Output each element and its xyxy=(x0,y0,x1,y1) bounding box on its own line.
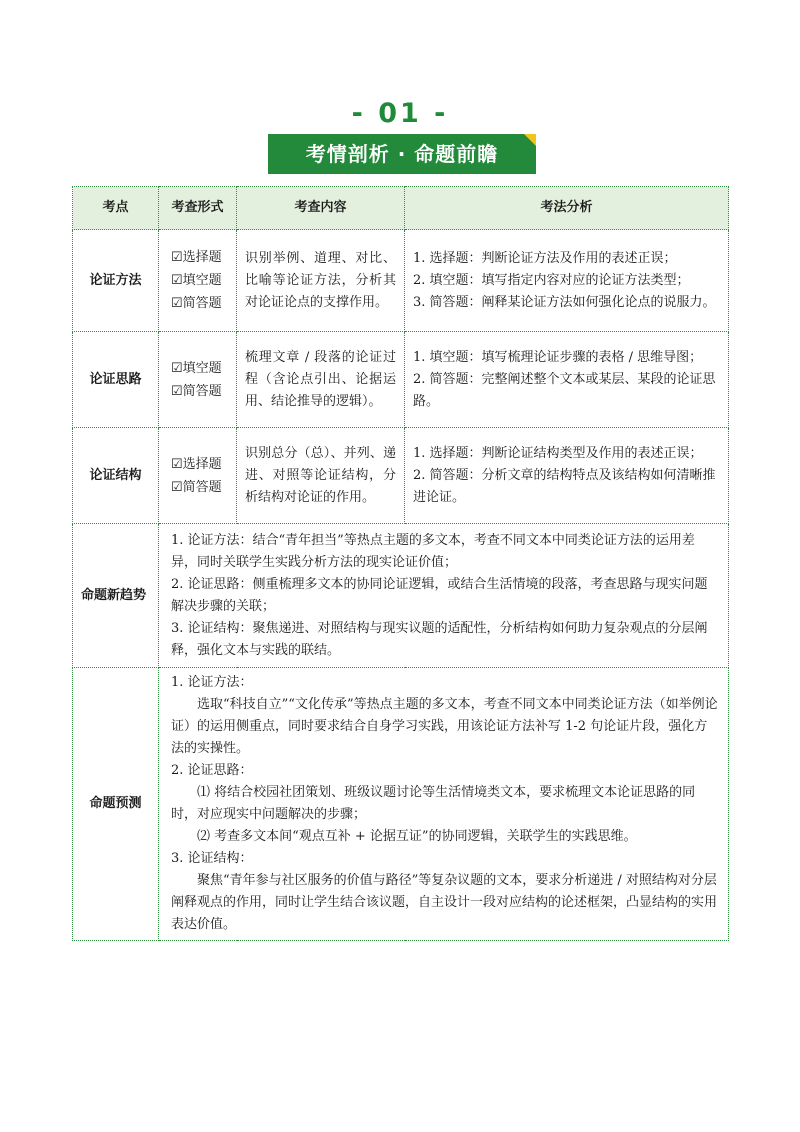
forms-cell xyxy=(159,230,237,332)
header-form: 考查形式 xyxy=(159,187,237,230)
content-cell: 梳理文章 / 段落的论证过程（含论点引出、论据运用、结论推导的逻辑）。 xyxy=(237,332,405,428)
point-cell: 论证思路 xyxy=(73,332,159,428)
analysis-line: 2. 简答题：完整阐述整个文本或某层、某段的论证思路。 xyxy=(413,371,716,409)
trend-cell xyxy=(159,524,729,668)
table-header-row xyxy=(73,187,729,230)
analysis-line: 1. 选择题：判断论证结构类型及作用的表述正误； xyxy=(413,445,703,461)
table-row xyxy=(73,230,729,332)
forecast-paragraph: ⑴ 将结合校园社团策划、班级议题讨论等生活情境类文本，要求梳理文本论证思路的同时，对应现实中问题解决的步骤； xyxy=(171,785,696,822)
point-cell: 论证结构 xyxy=(73,428,159,524)
analysis-cell xyxy=(405,428,729,524)
analysis-line: 1. 选择题：判断论证方法及作用的表述正误； xyxy=(413,250,677,266)
exam-analysis-table xyxy=(72,186,729,941)
form-item: ☑选择题 xyxy=(171,456,222,472)
forecast-cell xyxy=(159,668,729,941)
form-item: ☑简答题 xyxy=(171,383,222,399)
forecast-heading: 1. 论证方法： xyxy=(171,675,253,690)
analysis-line: 1. 填空题：填写梳理论证步骤的表格 / 思维导图； xyxy=(413,349,703,365)
section-number: - 01 - xyxy=(351,98,449,129)
banner-corner-decoration xyxy=(524,134,536,146)
trend-label: 命题新趋势 xyxy=(73,524,159,668)
forecast-paragraph: 聚焦“青年参与社区服务的价值与路径”等复杂议题的文本，要求分析递进 / 对照结构对分层阐释观点的作用，同时让学生结合该议题，自主设计一段对应结构的论述框架，凸显结构的实用表达价值。 xyxy=(171,873,718,932)
forms-cell xyxy=(159,332,237,428)
header-analysis: 考法分析 xyxy=(405,187,729,230)
analysis-cell xyxy=(405,230,729,332)
banner-title: 考情剖析 · 命题前瞻 xyxy=(305,142,499,166)
forecast-paragraph: 选取“科技自立”“文化传承”等热点主题的多文本，考查不同文本中同类论证方法（如举例论证）的运用侧重点，同时要求结合自身学习实践，用该论证方法补写 1-2 句论证片段，强化方法的实操性。 xyxy=(171,697,718,756)
header-point: 考点 xyxy=(73,187,159,230)
analysis-line: 2. 简答题：分析文章的结构特点及该结构如何清晰推进论证。 xyxy=(413,467,716,505)
trend-line: 3. 论证结构：聚焦递进、对照结构与现实议题的适配性，分析结构如何助力复杂观点的分层阐释，强化文本与实践的联结。 xyxy=(171,620,708,658)
form-item: ☑简答题 xyxy=(171,296,222,311)
point-cell: 论证方法 xyxy=(73,230,159,332)
header-content: 考查内容 xyxy=(237,187,405,230)
forecast-heading: 3. 论证结构： xyxy=(171,851,253,866)
analysis-line: 3. 简答题：阐释某论证方法如何强化论点的说服力。 xyxy=(413,294,716,310)
forecast-paragraph: ⑵ 考查多文本间“观点互补 + 论据互证”的协同逻辑，关联学生的实践思维。 xyxy=(197,829,637,844)
form-item: ☑选择题 xyxy=(171,250,222,265)
table-row xyxy=(73,428,729,524)
trend-line: 1. 论证方法：结合“青年担当”等热点主题的多文本，考查不同文本中同类论证方法的运用差异，同时关联学生实践分析方法的现实论证价值； xyxy=(171,532,695,570)
form-item: ☑简答题 xyxy=(171,479,222,495)
table-row xyxy=(73,332,729,428)
forecast-label: 命题预测 xyxy=(73,668,159,941)
content-cell: 识别总分（总）、并列、递进、对照等论证结构，分析结构对论证的作用。 xyxy=(237,428,405,524)
form-item: ☑填空题 xyxy=(171,273,222,288)
section-banner xyxy=(268,134,536,174)
forecast-row xyxy=(73,668,729,941)
form-item: ☑填空题 xyxy=(171,360,222,376)
analysis-cell xyxy=(405,332,729,428)
forecast-heading: 2. 论证思路： xyxy=(171,763,253,778)
trend-row xyxy=(73,524,729,668)
analysis-line: 2. 填空题：填写指定内容对应的论证方法类型； xyxy=(413,272,690,288)
content-cell: 识别举例、道理、对比、比喻等论证方法，分析其对论证论点的支撑作用。 xyxy=(237,230,405,332)
trend-line: 2. 论证思路：侧重梳理多文本的协同论证逻辑，或结合生活情境的段落，考查思路与现实问题解决步骤的关联； xyxy=(171,576,708,614)
forms-cell xyxy=(159,428,237,524)
